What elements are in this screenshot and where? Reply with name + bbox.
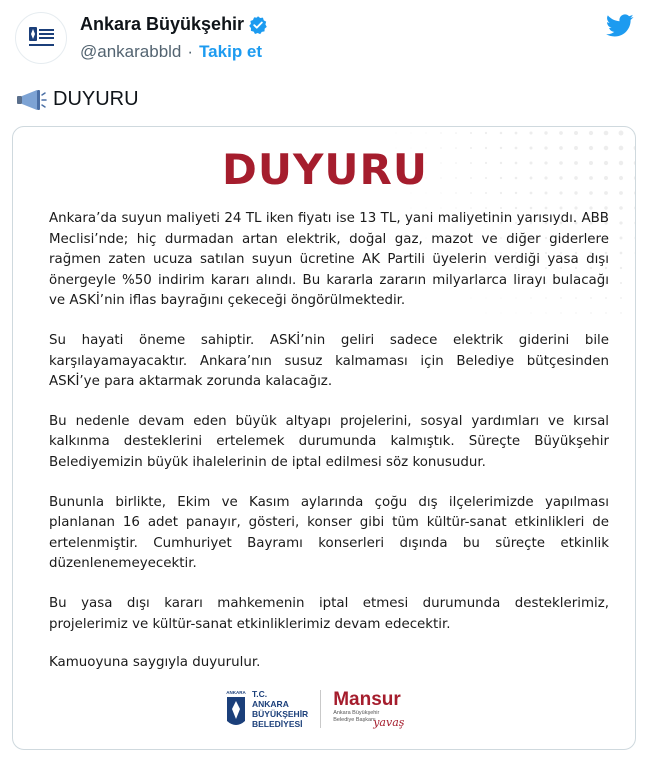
separator-dot: · bbox=[187, 42, 194, 61]
decorative-dot bbox=[515, 132, 518, 135]
decorative-dot bbox=[604, 131, 609, 136]
mansur-subtitle-1: Ankara Büyükşehir bbox=[333, 709, 380, 716]
decorative-dot bbox=[470, 132, 472, 134]
decorative-dot bbox=[620, 282, 622, 284]
decorative-dot bbox=[620, 312, 621, 313]
abb-avatar-logo-icon bbox=[26, 23, 56, 53]
decorative-dot bbox=[500, 132, 503, 135]
decorative-dot bbox=[633, 130, 635, 135]
abb-line-1: T.C. bbox=[252, 689, 268, 699]
decorative-dot bbox=[529, 131, 532, 134]
decorative-dot bbox=[634, 221, 635, 224]
tweet-header bbox=[0, 0, 650, 80]
megaphone-icon bbox=[15, 89, 47, 111]
abb-emblem-icon bbox=[225, 689, 247, 729]
decorative-dot bbox=[485, 132, 487, 134]
document-title: DUYURU bbox=[222, 145, 428, 194]
handle-row bbox=[80, 42, 262, 62]
decorative-dot bbox=[544, 131, 547, 134]
verified-badge-icon bbox=[248, 15, 268, 35]
decorative-dot bbox=[411, 133, 412, 134]
abb-logo bbox=[225, 689, 308, 729]
decorative-dot bbox=[620, 297, 622, 299]
decorative-dot bbox=[619, 131, 624, 136]
decorative-dot bbox=[619, 206, 623, 210]
user-handle[interactable]: @ankarabbld bbox=[80, 42, 182, 61]
decorative-dot bbox=[440, 132, 441, 133]
paragraph: Su hayati öneme sahiptir. ASKİ’nin geliri sadece elektrik giderini bile karşılayamayacaktır. Ankara’nın susuz kalmaması için Belediye bütçesinden ASKİ’ye para aktarmak zorunda kalacağız. bbox=[49, 332, 609, 390]
follow-button[interactable]: Takip et bbox=[199, 42, 263, 61]
decorative-dot bbox=[396, 133, 397, 134]
decorative-dot bbox=[559, 131, 563, 135]
decorative-dot bbox=[620, 267, 622, 269]
abb-logo-text bbox=[252, 689, 308, 729]
paragraph: Bu nedenle devam eden büyük altyapı projelerini, sosyal yardımları ve kırsal kalkınma desteklerini ertelemek durumunda kalmıştık. Süreçte Büyükşehir Belediyemizin büyük ihalelerinin de iptal edilmesi söz konusudur. bbox=[49, 413, 609, 470]
abb-emblem-top-text: ANKARA bbox=[226, 690, 246, 695]
decorative-dot bbox=[634, 206, 635, 210]
name-row bbox=[80, 14, 268, 35]
decorative-dot bbox=[619, 221, 622, 224]
document-body bbox=[49, 209, 609, 654]
decorative-dot bbox=[620, 237, 623, 240]
decorative-dot bbox=[620, 252, 623, 255]
attached-image[interactable] bbox=[12, 126, 636, 750]
tweet-text-content: DUYURU bbox=[53, 88, 139, 110]
mansur-name: Mansur bbox=[333, 688, 401, 710]
decorative-dot bbox=[589, 131, 593, 135]
decorative-dot bbox=[455, 132, 457, 134]
decorative-dot bbox=[425, 132, 426, 133]
logo-divider bbox=[320, 690, 321, 728]
paragraph: Ankara’da suyun maliyeti 24 TL iken fiyatı ise 13 TL, yani maliyetinin yarısıydı. ABB Meclisi’nde; hiç durmadan artan elektrik, doğal gaz, mazot ve diğer giderlere rağmen zaten ucuza satılan suyun ücretine AK Partili üyelerin verdiği yasa dışı önergeyle %50 indirim kararı alındı. Bu kararla zararın milyarlarca lirayı bulacağı ve ASKİ’nin iflas bayrağını çekeceği öngörülmektedir. bbox=[49, 211, 609, 309]
mansur-subtitle-2: Belediye Başkanı bbox=[333, 716, 376, 723]
paragraph: Bu yasa dışı kararı mahkemenin iptal etmesi durumunda desteklerimiz, projelerimiz ve kültür-sanat etkinliklerimiz devam edecektir. bbox=[49, 595, 609, 632]
abb-line-4: BELEDİYESİ bbox=[252, 719, 303, 729]
abb-line-2: ANKARA bbox=[252, 699, 289, 709]
tweet-text bbox=[15, 88, 139, 111]
avatar[interactable] bbox=[15, 12, 67, 64]
footer-logos bbox=[225, 683, 435, 735]
twitter-bird-icon[interactable] bbox=[606, 14, 634, 38]
abb-line-3: BÜYÜKŞEHİR bbox=[252, 709, 309, 719]
mansur-logo bbox=[333, 690, 404, 729]
mansur-signature: yavaş bbox=[373, 715, 405, 729]
paragraph: Bununla birlikte, Ekim ve Kasım aylarında çoğu dış ilçelerimizde yapılması planlanan 16 adet panayır, gösteri, konser gibi tüm kültür-sanat etkinlikleri de ertelenmiştir. Cumhuriyet Bayramı konserleri dışında bu süreçte etkinlik düzenlenemeyecektir. bbox=[49, 494, 609, 572]
display-name[interactable]: Ankara Büyükşehir bbox=[80, 14, 245, 34]
decorative-dot bbox=[574, 131, 578, 135]
signoff-text: Kamuoyuna saygıyla duyurulur. bbox=[49, 655, 261, 670]
